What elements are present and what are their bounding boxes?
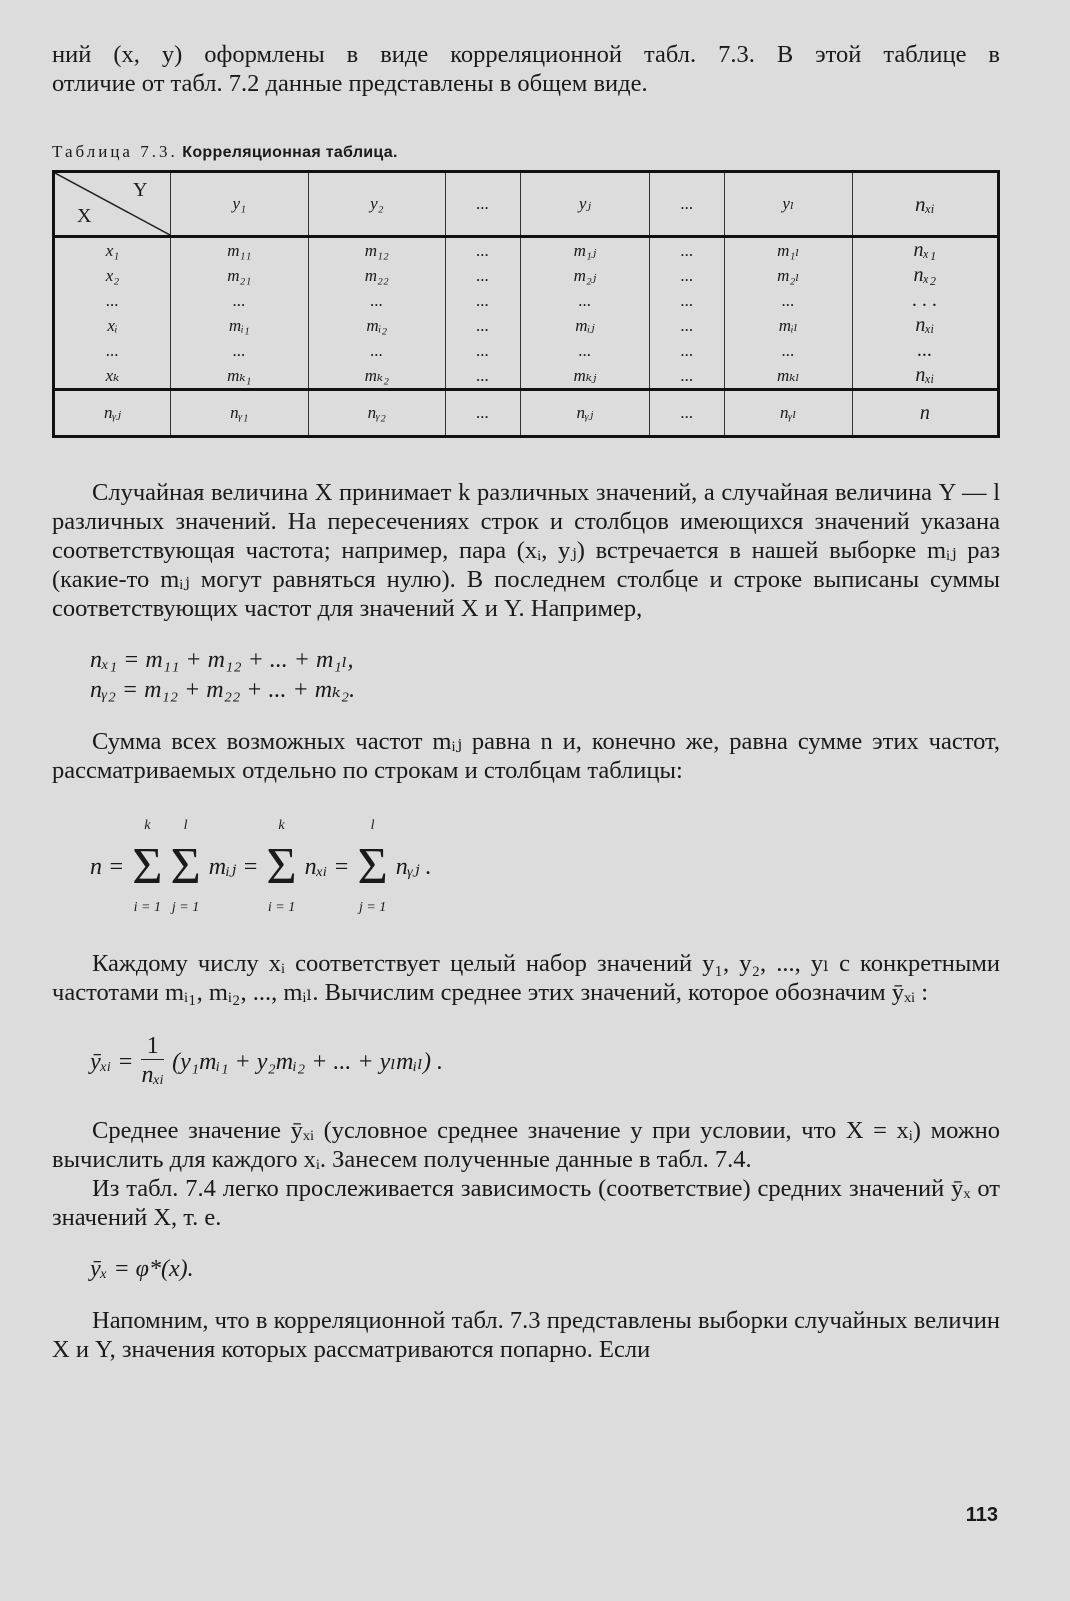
table-value: mᵢⱼ xyxy=(575,316,595,335)
footer-cell: nᵧⱼ xyxy=(520,390,650,437)
table-value: ... xyxy=(370,341,384,360)
formula-4: ȳₓ = φ*(x). xyxy=(90,1256,194,1282)
page-number: 113 xyxy=(965,1504,998,1526)
row-label: ... xyxy=(106,341,119,360)
paragraph-1: Случайная величина X принимает k различных значений, а случайная величина Y — l различных значений. На пересечениях строк и столбцов имеющихся значений указана соответствующая частота; например, пара (xᵢ, yⱼ) встречается в нашей выборке mᵢⱼ раз (какие-то mᵢⱼ могут равняться нулю). В последнем столбце и строке выписаны суммы соответствующих частот для значений X и Y. Например, xyxy=(52,479,1000,622)
column-cell xyxy=(724,237,852,390)
sum-upper-limit: l xyxy=(183,818,188,833)
table-value: m₂ₗ xyxy=(777,266,800,285)
formula-2-lhs: n = xyxy=(90,854,125,880)
sum-upper-limit: l xyxy=(370,818,375,833)
table-caption-prefix: Таблица 7.3. xyxy=(52,142,178,161)
sum-lower-limit: j = 1 xyxy=(358,900,387,915)
formula-block-2 xyxy=(90,811,1000,923)
footer-cell: ... xyxy=(446,390,520,437)
formula-3-lhs: ȳₓᵢ = xyxy=(90,1048,134,1075)
page-content xyxy=(52,40,1000,1364)
table-value: m₂₁ xyxy=(227,266,252,285)
formula-2-term-1: mᵢⱼ = xyxy=(208,854,259,880)
table-value: ... xyxy=(476,241,490,260)
diagonal-line xyxy=(55,173,170,235)
footer-cell: ... xyxy=(650,390,724,437)
table-value: ... xyxy=(232,341,246,360)
formula-1-line-1: nₓ₁ = m₁₁ + m₁₂ + ... + m₁ₗ, xyxy=(90,647,354,673)
table-value: ... xyxy=(476,316,490,335)
row-label: xᵢ xyxy=(107,316,118,335)
paragraph-2: Сумма всех возможных частот mᵢⱼ равна n и, конечно же, равна сумме этих частот, рассматриваемых отдельно по строкам и столбцам таблицы: xyxy=(52,728,1000,784)
sigma-icon: Σ xyxy=(357,838,388,895)
table-value: mₖₗ xyxy=(776,366,800,385)
table-body-row xyxy=(54,237,999,390)
sum-lower-limit: j = 1 xyxy=(171,900,200,915)
table-header-row xyxy=(54,172,999,237)
table-value: . . . xyxy=(912,289,938,311)
formula-3-rhs: (y₁mᵢ₁ + y₂mᵢ₂ + ... + yₗmᵢₗ) . xyxy=(172,1048,444,1075)
table-value: nₓᵢ xyxy=(915,314,935,336)
table-value: m₂ⱼ xyxy=(573,266,597,285)
table-value: ... xyxy=(476,291,490,310)
fraction-denominator: nₓᵢ xyxy=(141,1062,165,1088)
column-cell xyxy=(171,237,309,390)
sigma-icon: Σ xyxy=(170,838,201,895)
row-label: x₂ xyxy=(105,266,120,285)
row-label: ... xyxy=(106,291,119,310)
table-value: ... xyxy=(476,341,490,360)
table-value: ... xyxy=(476,366,490,385)
sum-upper-limit: k xyxy=(144,818,151,833)
column-cell xyxy=(520,237,650,390)
corner-label-x: X xyxy=(77,205,92,227)
sum-operator xyxy=(266,811,296,923)
header-cell: y₁ xyxy=(171,172,309,237)
header-cell: y₂ xyxy=(308,172,446,237)
table-value: ... xyxy=(680,266,694,285)
paragraph-4: Среднее значение ȳₓᵢ (условное среднее значение y при условии, что X = xᵢ) можно вычислить для каждого xᵢ. Занесем полученные данные в табл. 7.4. xyxy=(52,1117,1000,1173)
sum-operator xyxy=(357,811,387,923)
table-value: m₂₂ xyxy=(364,266,389,285)
row-label: x₁ xyxy=(105,241,120,260)
header-cell: nₓᵢ xyxy=(852,172,998,237)
formula-block-3 xyxy=(90,1033,1000,1090)
sum-operator xyxy=(170,811,200,923)
table-value: mᵢ₁ xyxy=(228,316,250,335)
footer-cell: nᵧ₁ xyxy=(171,390,309,437)
table-value: m₁ₗ xyxy=(777,241,800,260)
fraction xyxy=(141,1033,164,1090)
sum-lower-limit: i = 1 xyxy=(267,900,296,915)
header-cell: yₗ xyxy=(724,172,852,237)
table-value: ... xyxy=(680,341,694,360)
column-cell xyxy=(852,237,998,390)
table-value: mₖⱼ xyxy=(573,366,597,385)
table-value: ... xyxy=(680,366,694,385)
formula-block-1 xyxy=(90,645,1000,705)
table-caption-title: Корреляционная таблица. xyxy=(182,144,398,161)
formula-2-term-3: nᵧⱼ . xyxy=(395,854,432,880)
formula-1-line-2: nᵧ₂ = m₁₂ + m₂₂ + ... + mₖ₂. xyxy=(90,677,356,703)
table-value: ... xyxy=(781,291,795,310)
paragraph-6: Напомним, что в корреляционной табл. 7.3 представлены выборки случайных величин X и Y, значения которых рассматриваются попарно. Если xyxy=(52,1307,1000,1363)
table-value: nₓᵢ xyxy=(915,364,935,386)
row-labels-cell xyxy=(54,237,171,390)
table-caption xyxy=(52,142,1000,162)
table-footer-row xyxy=(54,390,999,437)
sigma-icon: Σ xyxy=(132,838,163,895)
row-label: xₖ xyxy=(105,366,120,385)
footer-cell: nᵧ₂ xyxy=(308,390,446,437)
footer-cell: n xyxy=(852,390,998,437)
sigma-icon: Σ xyxy=(266,838,297,895)
header-cell: ... xyxy=(446,172,520,237)
footer-cell: nᵧₗ xyxy=(724,390,852,437)
table-value: nₓ₂ xyxy=(913,264,937,286)
column-cell xyxy=(308,237,446,390)
sum-lower-limit: i = 1 xyxy=(133,900,161,915)
table-value: ... xyxy=(578,291,592,310)
table-value: ... xyxy=(680,291,694,310)
header-cell: ... xyxy=(650,172,724,237)
table-value: m₁₁ xyxy=(227,241,252,260)
table-value: ... xyxy=(370,291,384,310)
fraction-numerator: 1 xyxy=(141,1033,164,1060)
footer-cell: nᵧⱼ xyxy=(54,390,171,437)
paragraph-3: Каждому числу xᵢ соответствует целый набор значений y₁, y₂, ..., yₗ с конкретными частотами mᵢ₁, mᵢ₂, ..., mᵢₗ. Вычислим среднее этих значений, которое обозначим ȳₓᵢ : xyxy=(52,950,1000,1006)
correlation-table xyxy=(52,170,1000,438)
column-cell xyxy=(650,237,724,390)
table-value: mᵢₗ xyxy=(778,316,798,335)
table-value: mₖ₂ xyxy=(364,366,389,385)
table-value: m₁₂ xyxy=(364,241,389,260)
corner-label-y: Y xyxy=(133,179,148,201)
formula-2-term-2: nₓᵢ = xyxy=(304,854,350,880)
table-value: ... xyxy=(232,291,246,310)
column-cell xyxy=(446,237,520,390)
intro-line-1: ний (x, y) оформлены в виде корреляционной табл. 7.3. В этой таблице в xyxy=(52,41,1000,68)
table-value: m₁ⱼ xyxy=(573,241,597,260)
paragraph-5: Из табл. 7.4 легко прослеживается зависимость (соответствие) средних значений ȳₓ от значений X, т. е. xyxy=(52,1175,1000,1231)
sum-upper-limit: k xyxy=(278,818,285,833)
header-cell: yⱼ xyxy=(520,172,650,237)
table-value: ... xyxy=(578,341,592,360)
table-value: mᵢ₂ xyxy=(366,316,388,335)
table-value: mₖ₁ xyxy=(227,366,252,385)
table-value: nₓ₁ xyxy=(913,239,937,261)
table-value: ... xyxy=(680,316,694,335)
table-value: ... xyxy=(476,266,490,285)
table-value: ... xyxy=(680,241,694,260)
table-value: ... xyxy=(781,341,795,360)
intro-line-2: отличие от табл. 7.2 данные представлены в общем виде. xyxy=(52,70,648,97)
table-value: ... xyxy=(917,339,933,361)
table-corner-cell xyxy=(54,172,171,237)
sum-operator xyxy=(132,811,162,923)
